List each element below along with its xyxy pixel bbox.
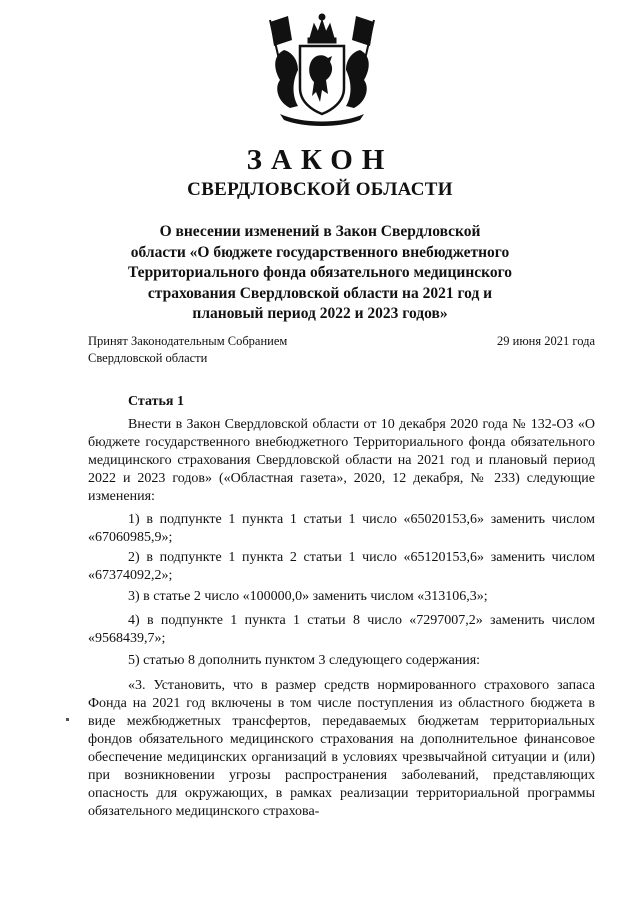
quoted-new-clause: «3. Установить, что в размер средств нормированного страхового запаса Фонда на 2021 год включены в том числе поступления из областного бюджета в виде межбюджетных трансфертов, передаваемых бюджетам территориальных фондов обязательного медицинского страхования на дополнительное финансовое обеспечение медицинских организаций в условиях чрезвычайной ситуации и (или) при возникновении угрозы распространения заболеваний, представляющих опасность для окружающих, в рамках реализации территориальной программы обязательного медицинского страхова-: [88, 678, 595, 819]
right-supporter-icon: [346, 50, 369, 108]
adoption-body-line: Свердловской области: [88, 351, 208, 365]
adoption-info: [88, 333, 287, 367]
amendment-item: 5) статью 8 дополнить пунктом 3 следующего содержания:: [128, 653, 481, 668]
law-title-line: страхования Свердловской области на 2021 год и: [147, 284, 493, 302]
ribbon-icon: [280, 114, 364, 126]
region-title: СВЕРДЛОВСКОЙ ОБЛАСТИ: [187, 179, 453, 200]
adoption-body-line: Принят Законодательным Собранием: [88, 334, 288, 348]
amendment-item: 3) в статье 2 число «100000,0» заменить числом «313106,3»;: [128, 589, 488, 604]
article-heading: Статья 1: [128, 394, 184, 409]
amendment-item: 2) в подпункте 1 пункта 2 статьи 1 число «65120153,6» заменить числом «67374092,2»;: [88, 550, 595, 583]
amendment-item: 4) в подпункте 1 пункта 1 статьи 8 число «7297007,2» заменить числом «9568439,7»;: [88, 613, 595, 646]
law-title-line: плановый период 2022 и 2023 годов»: [192, 305, 448, 322]
article-intro-paragraph: Внести в Закон Свердловской области от 10 декабря 2020 года № 132-ОЗ «О бюджете государственного внебюджетного Территориального фонда обязательного медицинского страхования Свердловской области на 2021 год и плановый период 2022 и 2023 годов» («Областная газета», 2020, 12 декабря, № 233) следующие изменения:: [88, 417, 595, 504]
scan-artifact: [66, 718, 69, 721]
law-title-line: Территориального фонда обязательного медицинского: [127, 264, 513, 281]
amendment-item: 1) в подпункте 1 пункта 1 статьи 1 число «65020153,6» заменить числом «67060985,9»;: [88, 512, 595, 545]
document-type-title: ЗАКОН: [246, 144, 394, 176]
law-title-line: О внесении изменений в Закон Свердловской: [159, 223, 481, 240]
law-title: [110, 222, 530, 325]
coat-of-arms-icon: [262, 10, 382, 126]
crown-icon: [308, 14, 336, 43]
adoption-date: 29 июня 2021 года: [497, 334, 595, 348]
law-title-line: области «О бюджете государственного внебюджетного: [130, 243, 510, 261]
left-supporter-icon: [275, 50, 298, 108]
